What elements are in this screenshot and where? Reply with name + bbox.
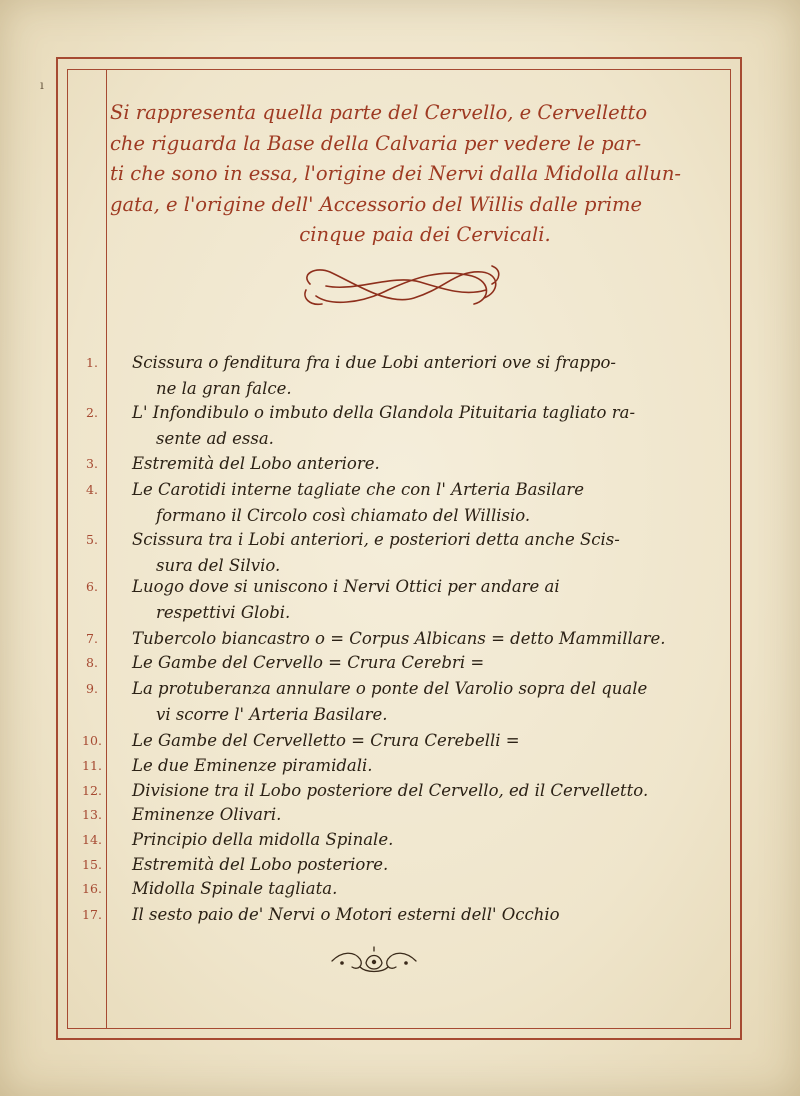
item-text-line: Tubercolo biancastro o = Corpus Albicans = detto Mammillare.: [132, 629, 666, 648]
item-text-line: Scissura tra i Lobi anteriori, e posteriori detta anche Scis-: [132, 530, 620, 549]
item-text: [132, 676, 702, 728]
item-text-line: respettivi Globi.: [156, 603, 291, 622]
item-text: [132, 451, 702, 477]
item-number: 12.: [82, 783, 102, 798]
title-line: ti che sono in essa, l'origine dei Nervi dalla Midolla allun-: [110, 162, 681, 185]
item-number: 1.: [86, 355, 98, 370]
item-number: 13.: [82, 807, 102, 822]
item-text-line: La protuberanza annulare o ponte del Varolio sopra del quale: [132, 679, 648, 698]
page-title: [110, 98, 720, 251]
margin-ink-mark: ı: [40, 78, 44, 92]
item-text: [132, 753, 702, 779]
item-number: 16.: [82, 881, 102, 896]
item-text: [132, 350, 702, 402]
item-number: 15.: [82, 857, 102, 872]
item-text-line: Le Gambe del Cervello = Crura Cerebri =: [132, 653, 485, 672]
item-text-line: Eminenze Olivari.: [132, 805, 282, 824]
tailpiece-ornament: [328, 943, 420, 977]
item-text-line: Le due Eminenze piramidali.: [132, 756, 373, 775]
item-number: 17.: [82, 907, 102, 922]
item-text-line: Il sesto paio de' Nervi o Motori esterni dell' Occhio: [132, 905, 560, 924]
item-number: 9.: [86, 681, 98, 696]
item-text-line: Luogo dove si uniscono i Nervi Ottici per andare ai: [132, 577, 560, 596]
item-number: 4.: [86, 482, 98, 497]
item-number: 8.: [86, 655, 98, 670]
item-text: [132, 527, 702, 579]
item-text: [132, 574, 702, 626]
item-text: [132, 852, 702, 878]
title-line: che riguarda la Base della Calvaria per vedere le par-: [110, 131, 642, 155]
item-text-line: formano il Circolo così chiamato del Willisio.: [156, 506, 531, 525]
item-text: [132, 650, 702, 676]
item-number: 5.: [86, 532, 98, 547]
item-text-line: Principio della midolla Spinale.: [132, 830, 394, 849]
title-line: gata, e l'origine dell' Accessorio del Willis dalle prime: [110, 192, 643, 216]
item-text: [132, 728, 702, 754]
item-text-line: L' Infondibulo o imbuto della Glandola Pituitaria tagliato ra-: [132, 403, 636, 422]
item-text-line: Scissura o fenditura fra i due Lobi anteriori ove si frappo-: [132, 353, 616, 372]
item-text-line: Le Gambe del Cervelletto = Crura Cerebelli =: [132, 731, 520, 750]
item-text: [132, 827, 702, 853]
calligraphic-flourish-ornament: [296, 262, 504, 312]
item-text-line: Midolla Spinale tagliata.: [132, 879, 338, 898]
item-text: [132, 626, 702, 652]
title-line: cinque paia dei Cervicali.: [299, 223, 551, 246]
item-number: 11.: [82, 758, 102, 773]
item-number: 14.: [82, 832, 102, 847]
item-text: [132, 876, 702, 902]
item-text: [132, 802, 702, 828]
item-text-line: ne la gran falce.: [156, 379, 292, 398]
item-text-line: sente ad essa.: [156, 429, 274, 448]
item-text-line: Estremità del Lobo anteriore.: [132, 454, 380, 473]
item-number: 2.: [86, 405, 98, 420]
item-text-line: Le Carotidi interne tagliate che con l' Arteria Basilare: [132, 480, 585, 499]
item-number: 10.: [82, 733, 102, 748]
title-line: Si rappresenta quella parte del Cervello, e Cervelletto: [110, 101, 648, 124]
item-text-line: Divisione tra il Lobo posteriore del Cervello, ed il Cervelletto.: [132, 781, 649, 800]
item-text-line: Estremità del Lobo posteriore.: [132, 855, 389, 874]
item-text: [132, 778, 702, 804]
item-text-line: sura del Silvio.: [156, 556, 281, 575]
item-text-line: vi scorre l' Arteria Basilare.: [156, 705, 388, 724]
item-text: [132, 902, 702, 928]
item-text: [132, 477, 702, 529]
item-number: 3.: [86, 456, 98, 471]
item-number: 7.: [86, 631, 98, 646]
item-text: [132, 400, 702, 452]
item-number: 6.: [86, 579, 98, 594]
